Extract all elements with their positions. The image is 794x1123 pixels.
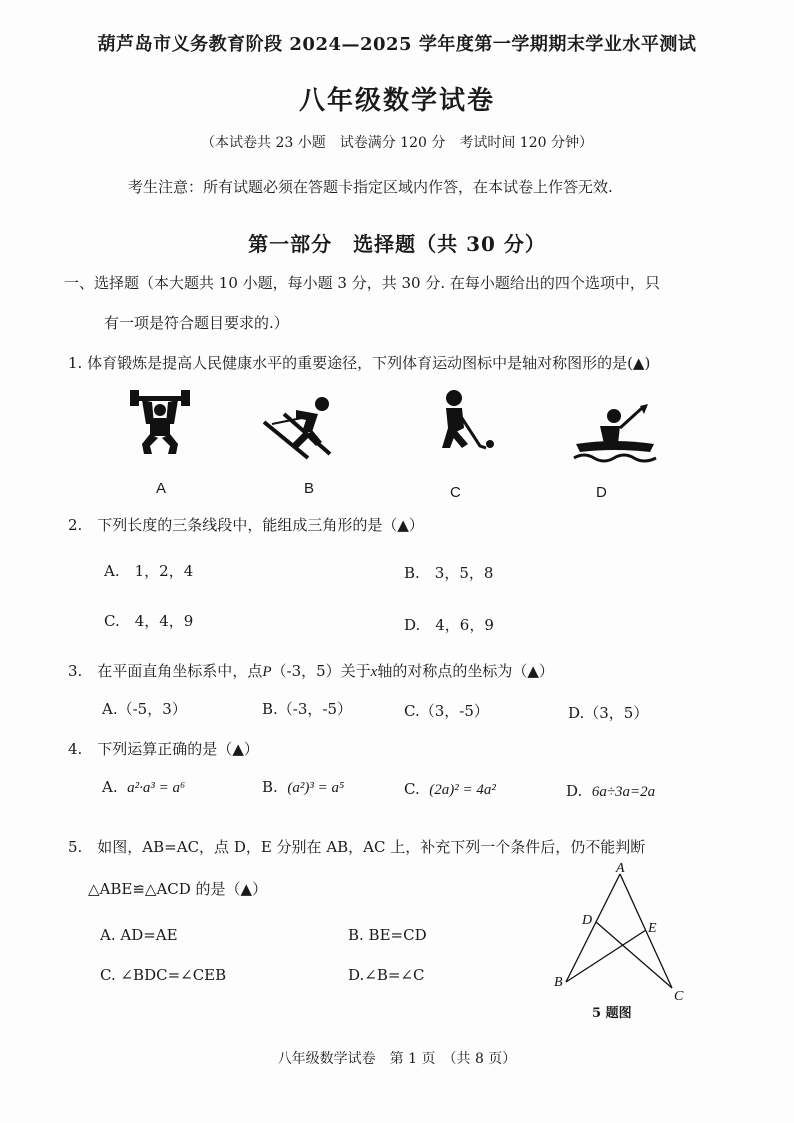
segment-ab	[566, 874, 620, 982]
q5-stem-line2: △ABE≌△ACD 的是（▲）	[88, 880, 268, 898]
page-footer: 八年级数学试卷 第 1 页 （共 8 页）	[277, 1051, 517, 1067]
q4-option-d-label: D.	[566, 782, 583, 800]
q4-option-c-label: C.	[404, 780, 420, 798]
q4-option-c	[404, 780, 496, 799]
kayaking-icon	[570, 404, 660, 466]
q3-stem-post: 轴的对称点的坐标为（▲）	[377, 662, 554, 680]
q5-triangle-figure	[548, 858, 698, 1008]
segment-be	[566, 930, 646, 982]
q3-option-d: D.（3，5）	[568, 704, 649, 722]
q3-stem-pre: 3. 在平面直角坐标系中，点	[68, 662, 263, 680]
q1-option-b-label: B	[304, 480, 315, 497]
skiing-icon	[262, 392, 342, 462]
q4-option-a	[102, 778, 185, 797]
q4-option-d	[566, 782, 655, 801]
q4-option-d-expr: 6a÷3a=2a	[591, 784, 656, 800]
point-d-label: D	[582, 913, 593, 928]
q4-option-a-label: A.	[102, 778, 118, 796]
q5-option-c: C. ∠BDC=∠CEB	[100, 966, 227, 984]
q2-option-a: A. 1，2，4	[104, 562, 194, 580]
point-b-label: B	[554, 975, 563, 990]
q5-stem-line1: 5. 如图，AB=AC，点 D，E 分别在 AB，AC 上，补充下列一个条件后，仍不能判断	[68, 838, 646, 856]
q2-option-d: D. 4，6，9	[404, 616, 494, 634]
q1-option-d-label: D	[596, 484, 607, 501]
segment-ac	[620, 874, 672, 988]
q4-option-b	[262, 778, 344, 797]
hockey-icon	[420, 388, 500, 458]
q4-option-b-expr: (a²)³ = a⁵	[287, 780, 345, 796]
page-title: 八年级数学试卷	[298, 86, 495, 116]
section-instructions-line2: 有一项是符合题目要求的.）	[104, 314, 289, 332]
exam-header: 葫芦岛市义务教育阶段 2024—2025 学年度第一学期期末学业水平测试	[97, 34, 697, 55]
q4-option-a-expr: a²·a³ = a⁶	[127, 780, 186, 796]
q3-stem-mid: （-3，5）关于	[271, 662, 371, 680]
q1-option-c-label: C	[450, 484, 461, 501]
q2-stem: 2. 下列长度的三条线段中，能组成三角形的是（▲）	[68, 516, 424, 534]
point-a-label: A	[616, 861, 625, 876]
q1-option-a-label: A	[156, 480, 167, 497]
section-instructions-line1: 一、选择题（本大题共 10 小题，每小题 3 分，共 30 分. 在每小题给出的四个选项中，只	[64, 274, 660, 292]
q5-option-b: B. BE=CD	[348, 926, 427, 944]
q4-option-b-label: B.	[262, 778, 278, 796]
q3-option-b: B.（-3，-5）	[262, 700, 353, 718]
q4-option-c-expr: (2a)² = 4a²	[429, 782, 496, 798]
q3-stem	[68, 660, 554, 681]
q5-figure-caption: 5 题图	[592, 1006, 632, 1021]
q2-option-b: B. 3，5，8	[404, 564, 494, 582]
q3-option-a: A.（-5，3）	[102, 700, 187, 718]
point-e-label: E	[648, 921, 657, 936]
q3-axis: x	[370, 664, 378, 680]
point-c-label: C	[674, 989, 684, 1004]
q1-stem: 1. 体育锻炼是提高人民健康水平的重要途径，下列体育运动图标中是轴对称图形的是(▲)	[68, 354, 651, 372]
weightlifting-icon	[128, 388, 192, 458]
q3-point: P	[262, 664, 272, 680]
q4-stem: 4. 下列运算正确的是（▲）	[68, 740, 259, 758]
exam-notice: 考生注意：所有试题必须在答题卡指定区域内作答，在本试卷上作答无效.	[128, 178, 613, 196]
q2-option-c: C. 4，4，9	[104, 612, 194, 630]
part-title: 第一部分 选择题（共 30 分）	[248, 232, 546, 256]
exam-info: （本试卷共 23 小题 试卷满分 120 分 考试时间 120 分钟）	[201, 135, 593, 151]
q5-option-a: A. AD=AE	[100, 926, 178, 944]
q3-option-c: C.（3，-5）	[404, 702, 489, 720]
q5-option-d: D.∠B=∠C	[348, 966, 425, 984]
